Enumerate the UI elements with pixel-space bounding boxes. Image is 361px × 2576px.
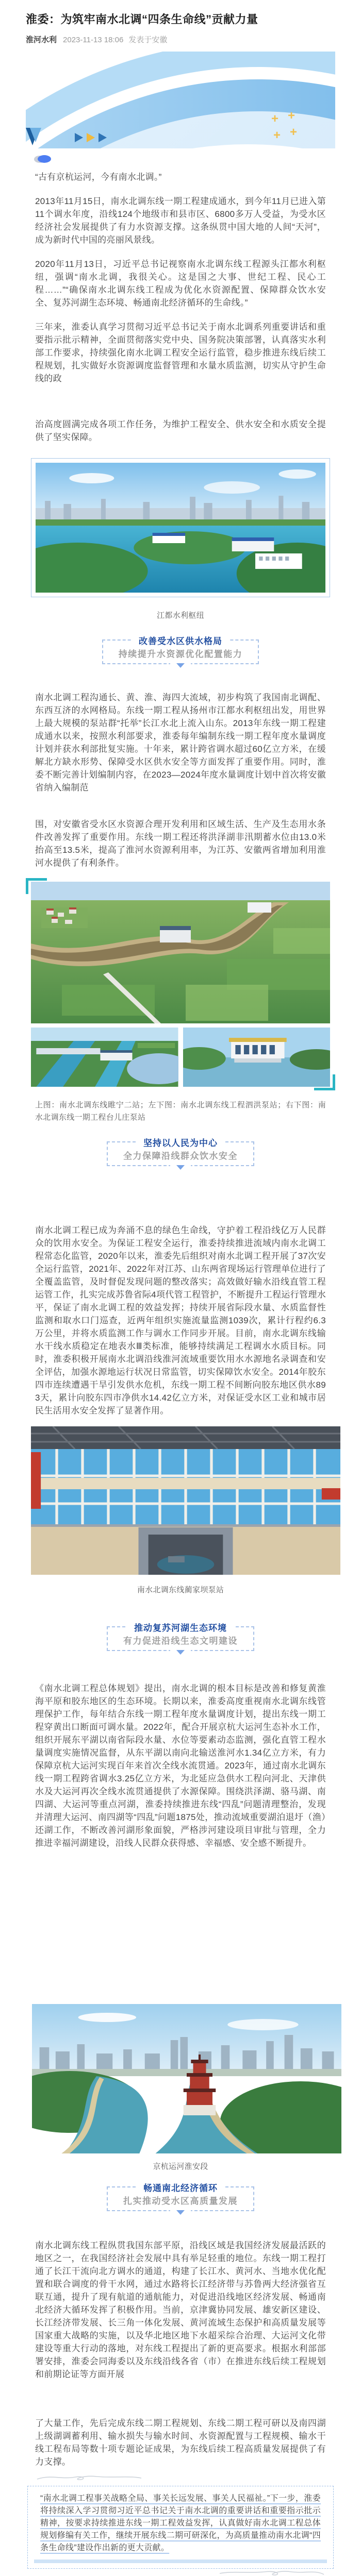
blank-gap [26, 794, 335, 818]
section-title: 推动复苏河湖生态环境 [127, 1621, 234, 1634]
paragraph: 了大量工作，先后完成东线二期工程规划、东线二期工程可研以及南四湖上级湖调蓄利用、输水损失与输水时间、水资源配置与工程规模、输水干线工程布局等数十项专题论证成果，为东线后续工程高质量发展提供了有力支撑。 [35, 2418, 326, 2467]
photo-caption: 江都水利枢纽 [157, 611, 204, 620]
section-subtitle: 扎实推动受水区高质量发展 [123, 2196, 238, 2206]
section-title: 改善受水区供水格局 [132, 634, 229, 647]
publish-date: 2023-11-13 18:06 [63, 36, 124, 44]
triangle-down-icon [170, 1650, 191, 1655]
section-title: 畅通南北经济循环 [136, 2181, 225, 2194]
flourish-right-icon [26, 2568, 335, 2576]
banner-graphic [26, 52, 335, 148]
page-title: 淮委：为筑牢南水北调“四条生命线”贡献力量 [26, 13, 258, 26]
paragraph: 2013年11月15日，南水北调东线一期工程建成通水，到今年11月已进入第11个调水年度，沿线124个地级市和县市区、6800多万人受益，为受水区经济社会发展提供了有力水资源支撑。这条纵贯中国大地的人间“天河”，成为新时代中国的亮丽风景线。 [35, 196, 326, 245]
paragraph: 南水北调工程沟通长、黄、淮、海四大流域，初步构筑了我国南北调配、东西互济的水网格局。东线一期工程从扬州市江都水利枢纽出发，用世界上最大规模的泵站群“托举”长江水北上流入山东。2013年东线一期工程建成通水以来，按照水利部要求，淮委每年编制东线一期工程年度水量调度计划并获水利部批复实施。十年来，累计跨省调水超过60亿立方米，在缓解北方缺水形势、保障受水区供水安全等方面发挥了重要作用。同时，淮委不断完善计划编制内容，在2023—2024年度水量调度计划中首次将安徽省纳入编制范 [35, 693, 326, 793]
paragraph: 三年来，淮委认真学习贯彻习近平总书记关于南水北调系列重要讲话和重要指示批示精神，全面贯彻落实党中央、国务院决策部署，认真落实水利部工作要求，持续强化南水北调工程安全运行监管，稳步推进东线后续工程规划，扎实做好水资源调度监督管理和水量水质监测，切实从守护生命线的政 [35, 322, 326, 383]
svg-text:+: + [288, 109, 296, 123]
svg-text:+: + [271, 112, 279, 126]
photo-suining-station[interactable] [31, 882, 330, 1023]
section-dot-bullet [26, 155, 335, 163]
dot-icon [38, 155, 51, 163]
photo-group-pump-stations [26, 882, 335, 1087]
paragraph: 围，对安徽省受水区水资源合理开发利用和区域生活、生产及生态用水条件改善发挥了重要作用。东线一期工程还将洪泽湖非汛期蓄水位由13.0米抬高至13.5米，提高了淮河水资源利用率，为江苏、安徽两省增加利用淮河水提供了有利条件。 [35, 819, 326, 868]
quote-underline-bar [34, 2560, 327, 2563]
section-header-1 [102, 636, 259, 664]
flourish-left-icon [26, 2472, 335, 2482]
paragraph: 南水北调工程已成为奔涌不息的绿色生命线，守护着工程沿线亿万人民群众的饮用水安全。为保证工程安全运行，淮委持续推进流域内南水北调工程常态化监管，2020年以来，淮委先后组织对南水北调工程开展了37次安全运行监管，2021年、2022年对江苏、山东两省现场运行管理单位进行了全覆盖监管，及时督促发现问题的整改落实；高效做好输水沿线直管工程运管工作，扎实完成苏鲁省际4项代管工程管护，不断提升工程运行管理水平，保证了南水北调工程的效益发挥；持续开展省际段水量、水质监督性监测和取水口门巡查，近两年组织实施流量监测1039次，累计行程约6.3万公里，并将水质监测工作与调水工作同步开展。目前，南水北调东线输水干线水质稳定在地表水Ⅲ类标准，能够持续满足工程调水水质目标。同时，淮委积极开展南水北调沿线淮河流域重要饮用水水源地名录调查和安全评估，加强水源地运行状况日常监管，切实保障饮水安全。2014年胶东四市连续遭遇干旱引发供水危机，东线一期工程不间断向胶东地区供水893天，累计向胶东四市净供水14.42亿立方米，对保证受水区工业和城市居民生活用水安全发挥了显著作用。 [35, 1225, 326, 1416]
photo-taierzhuang-station[interactable] [183, 1028, 331, 1087]
svg-text:+: + [290, 125, 298, 139]
publish-location: 发表于安徽 [128, 36, 168, 44]
photo-huaian-canal[interactable] [32, 2004, 341, 2153]
paragraph: “古有京杭运河，今有南水北调。” [35, 172, 162, 182]
triangle-down-icon [170, 2210, 191, 2215]
section-subtitle: 有力促进沿线生态文明建设 [123, 1636, 238, 1646]
photo-caption: 南水北调东线蔺家坝泵站 [137, 1586, 224, 1594]
paragraph: 治高度圆满完成各项工作任务，为维护工程安全、供水安全和水质安全提供了坚实保障。 [35, 419, 326, 442]
blank-gap [26, 1849, 335, 2004]
quote-box [27, 2486, 334, 2569]
photo-caption: 京杭运河淮安段 [153, 2162, 208, 2171]
quote-text: “南水北调工程事关战略全局、事关长远发展、事关人民福祉。”下一步，淮委将持续深入学习贯彻习近平总书记关于南水北调的重要讲话和重要指示批示精神，按要求持续推进东线一期工程效益发挥，认真做好南水北调工程总体规划修编有关工作，继续开展东线二期可研深化，为高质量推动南水北调“四条生命线”建设作出新的更大贡献。 [40, 2494, 321, 2552]
paragraph: 《南水北调工程总体规划》提出，南水北调的根本目标是改善和修复黄淮海平原和胶东地区的生态环境。长期以来，淮委高度重视南水北调东线管理保护工作，每年结合东线一期工程年度水量调度计划，提出东线一期工程穿黄出口断面可调水量。2022年，配合开展京杭大运河生态补水工作，组织开展东平湖以南省际段水量、水位等要素动态监测，强化直管工程水量调度实施情况监督，从东平湖以南向北输送淮河水1.34亿立方米，有力保障京杭大运河实现百年来首次全线水流贯通。2023年，通过南水北调东线一期工程跨省调水3.25亿立方米，为北延应急供水工程向河北、天津供水及大运河再次全线水流贯通提供了水源保障。围绕洪泽湖、骆马湖、南四湖、大运河等重点河湖，淮委持续推进东线“四乱”问题清理整治，发现并清理大运河、南四湖等“四乱”问题1875处，推动流域重要湖泊退圩（渔）还湖工作，不断改善河湖形象面貌，严格涉河建设项目审批与管理，全力推进幸福河湖建设，沿线人民群众获得感、幸福感、安全感不断提升。 [35, 1683, 326, 1848]
photo-jiangdu[interactable] [36, 463, 325, 593]
photo-sihong-station[interactable] [31, 1028, 178, 1087]
svg-text:+: + [273, 128, 281, 142]
blank-gap [26, 2381, 335, 2417]
byline [26, 34, 335, 45]
photo-linjiaba-station[interactable] [31, 1426, 340, 1575]
section-header-4 [107, 2183, 254, 2211]
corner-bracket-icon [26, 878, 47, 894]
paragraph: 2020年11月13日，习近平总书记视察南水北调东线工程源头江都水利枢纽，强调“南水北调，我很关心。这是国之大事、世纪工程、民心工程……”“确保南水北调东线工程成为优化水资源配置、保障群众饮水安全、复苏河湖生态环境、畅通南北经济循环的生命线。” [35, 259, 326, 308]
section-header-3 [107, 1623, 254, 1651]
triangle-down-icon [170, 1165, 191, 1170]
paragraph: 南水北调东线工程纵贯我国东部平原，沿线区域是我国经济发展最活跃的地区之一，在我国经济社会发展中具有举足轻重的地位。东线一期工程打通了长江干流向北方调水的通道，构建了长江水、黄河水、当地水优化配置和联合调度的骨干水网，通过水路将长江经济带与苏鲁两大经济强省互联互通，提升了现有航道的通航能力，对促进沿线地区经济发展、畅通南北经济大循环发挥了积极作用。当前，京津冀协同发展、雄安新区建设、长江经济带发展、长三角一体化发展、黄河流域生态保护和高质量发展等国家重大战略的实施，以及华北地区地下水超采综合治理、大运河文化带建设等重大行动的落地，对东线工程提出了新的更高要求。根据水利部部署安排，淮委会同海委以及东线沿线各省（市）在推进东线后续工程规划和前期论证等方面开展 [35, 2241, 326, 2379]
triangle-down-icon [170, 663, 191, 668]
banner-arcs-illustration [26, 52, 335, 148]
photo-jiangdu-frame [31, 458, 330, 597]
section-header-2 [107, 1138, 254, 1166]
section-title: 坚持以人民为中心 [136, 1136, 225, 1149]
section-subtitle: 全力保障沿线群众饮水安全 [123, 1151, 238, 1161]
section-subtitle: 持续提升水资源优化配置能力 [118, 649, 243, 659]
account-name-link[interactable]: 淮河水利 [26, 36, 57, 44]
corner-bracket-icon [314, 1074, 335, 1090]
photo-group-caption: 上图：南水北调东线睢宁二站；左下图：南水北调东线工程泗洪泵站；右下图：南水北调东线一期工程台儿庄泵站 [35, 1101, 326, 1122]
blank-gap [26, 385, 335, 418]
